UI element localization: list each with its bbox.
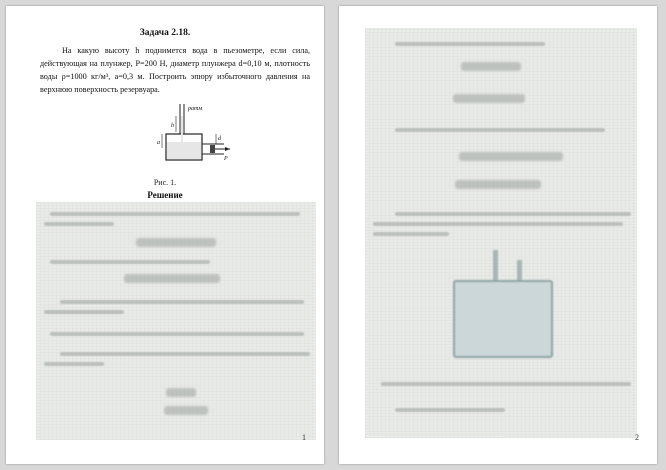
document-page-1 (6, 6, 324, 464)
blurred-scan-page1 (36, 202, 316, 440)
blurred-scan-page2 (365, 28, 637, 438)
label-h: h (171, 123, 174, 129)
document-page-2 (339, 6, 657, 464)
piezometer-diagram (154, 102, 234, 168)
problem-statement: На какую высоту h поднимется вода в пьезометре, если сила, действующая на плунжер, P=200 Н, диаметр плунжера d=0,10 м, плотность воды ρ=1000 кг/м³, a=0,3 м. Построить эпюру избыточного давления на верхнюю поверхность резервуара. (40, 46, 310, 94)
solution-heading: Решение (147, 190, 183, 200)
figure-piezometer (154, 102, 234, 168)
scanned-photo-apparatus (453, 280, 553, 358)
label-p: P (224, 156, 228, 162)
page-number: 1 (302, 433, 306, 442)
figure-caption: Рис. 1. (153, 178, 177, 187)
page-number: 2 (635, 433, 639, 442)
problem-title: Задача 2.18. (139, 28, 191, 38)
label-a: a (157, 140, 160, 146)
label-patm: pатм (188, 106, 203, 112)
label-d: d (218, 136, 221, 142)
